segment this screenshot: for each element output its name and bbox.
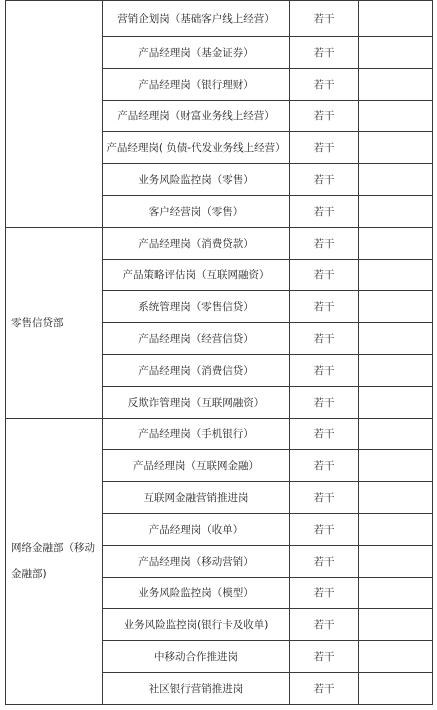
note-cell — [359, 100, 433, 132]
position-cell: 客户经营岗（零售） — [103, 195, 290, 227]
headcount-cell: 若干 — [290, 354, 359, 386]
note-cell — [359, 354, 433, 386]
headcount-cell: 若干 — [290, 291, 359, 323]
note-cell — [359, 37, 433, 69]
department-cell — [6, 1, 103, 228]
position-cell: 反欺诈管理岗（互联网融资） — [103, 386, 290, 418]
department-cell: 零售信贷部 — [6, 227, 103, 418]
positions-table-body — [6, 1, 433, 705]
note-cell — [359, 513, 433, 545]
position-cell: 业务风险监控岗（模型） — [103, 577, 290, 609]
position-cell: 系统管理岗（零售信贷） — [103, 291, 290, 323]
position-cell: 产品经理岗( 负债-代发业务线上经营） — [103, 132, 290, 164]
position-cell: 产品经理岗（手机银行） — [103, 418, 290, 450]
position-cell: 产品策略评估岗（互联网融资） — [103, 259, 290, 291]
headcount-cell: 若干 — [290, 68, 359, 100]
headcount-cell: 若干 — [290, 672, 359, 704]
headcount-cell: 若干 — [290, 164, 359, 196]
position-cell: 中移动合作推进岗 — [103, 641, 290, 673]
headcount-cell: 若干 — [290, 609, 359, 641]
positions-table — [5, 0, 433, 705]
note-cell — [359, 195, 433, 227]
headcount-cell: 若干 — [290, 323, 359, 355]
position-cell: 社区银行营销推进岗 — [103, 672, 290, 704]
headcount-cell: 若干 — [290, 545, 359, 577]
headcount-cell: 若干 — [290, 482, 359, 514]
department-cell: 网络金融部（移动金融部) — [6, 418, 103, 704]
table-row — [6, 227, 433, 259]
headcount-cell: 若干 — [290, 1, 359, 37]
note-cell — [359, 1, 433, 37]
headcount-cell: 若干 — [290, 386, 359, 418]
headcount-cell: 若干 — [290, 195, 359, 227]
position-cell: 营销企划岗（基础客户线上经营） — [103, 1, 290, 37]
position-cell: 业务风险监控岗(银行卡及收单) — [103, 609, 290, 641]
note-cell — [359, 227, 433, 259]
position-cell: 产品经理岗（移动营销） — [103, 545, 290, 577]
note-cell — [359, 259, 433, 291]
position-cell: 产品经理岗（互联网金融） — [103, 450, 290, 482]
headcount-cell: 若干 — [290, 37, 359, 69]
note-cell — [359, 418, 433, 450]
note-cell — [359, 482, 433, 514]
headcount-cell: 若干 — [290, 641, 359, 673]
table-row — [6, 1, 433, 37]
note-cell — [359, 68, 433, 100]
position-cell: 产品经理岗（消费信贷） — [103, 354, 290, 386]
position-cell: 产品经理岗（财富业务线上经营） — [103, 100, 290, 132]
headcount-cell: 若干 — [290, 132, 359, 164]
position-cell: 产品经理岗（消费贷款） — [103, 227, 290, 259]
position-cell: 产品经理岗（基金证券） — [103, 37, 290, 69]
position-cell: 产品经理岗（收单） — [103, 513, 290, 545]
headcount-cell: 若干 — [290, 259, 359, 291]
position-cell: 产品经理岗（经营信贷） — [103, 323, 290, 355]
position-cell: 产品经理岗（银行理财） — [103, 68, 290, 100]
note-cell — [359, 641, 433, 673]
note-cell — [359, 672, 433, 704]
note-cell — [359, 609, 433, 641]
headcount-cell: 若干 — [290, 577, 359, 609]
position-cell: 互联网金融营销推进岗 — [103, 482, 290, 514]
note-cell — [359, 164, 433, 196]
note-cell — [359, 323, 433, 355]
headcount-cell: 若干 — [290, 513, 359, 545]
headcount-cell: 若干 — [290, 418, 359, 450]
headcount-cell: 若干 — [290, 450, 359, 482]
note-cell — [359, 291, 433, 323]
note-cell — [359, 450, 433, 482]
note-cell — [359, 386, 433, 418]
note-cell — [359, 577, 433, 609]
headcount-cell: 若干 — [290, 100, 359, 132]
headcount-cell: 若干 — [290, 227, 359, 259]
position-cell: 业务风险监控岗（零售） — [103, 164, 290, 196]
note-cell — [359, 132, 433, 164]
table-row — [6, 418, 433, 450]
note-cell — [359, 545, 433, 577]
